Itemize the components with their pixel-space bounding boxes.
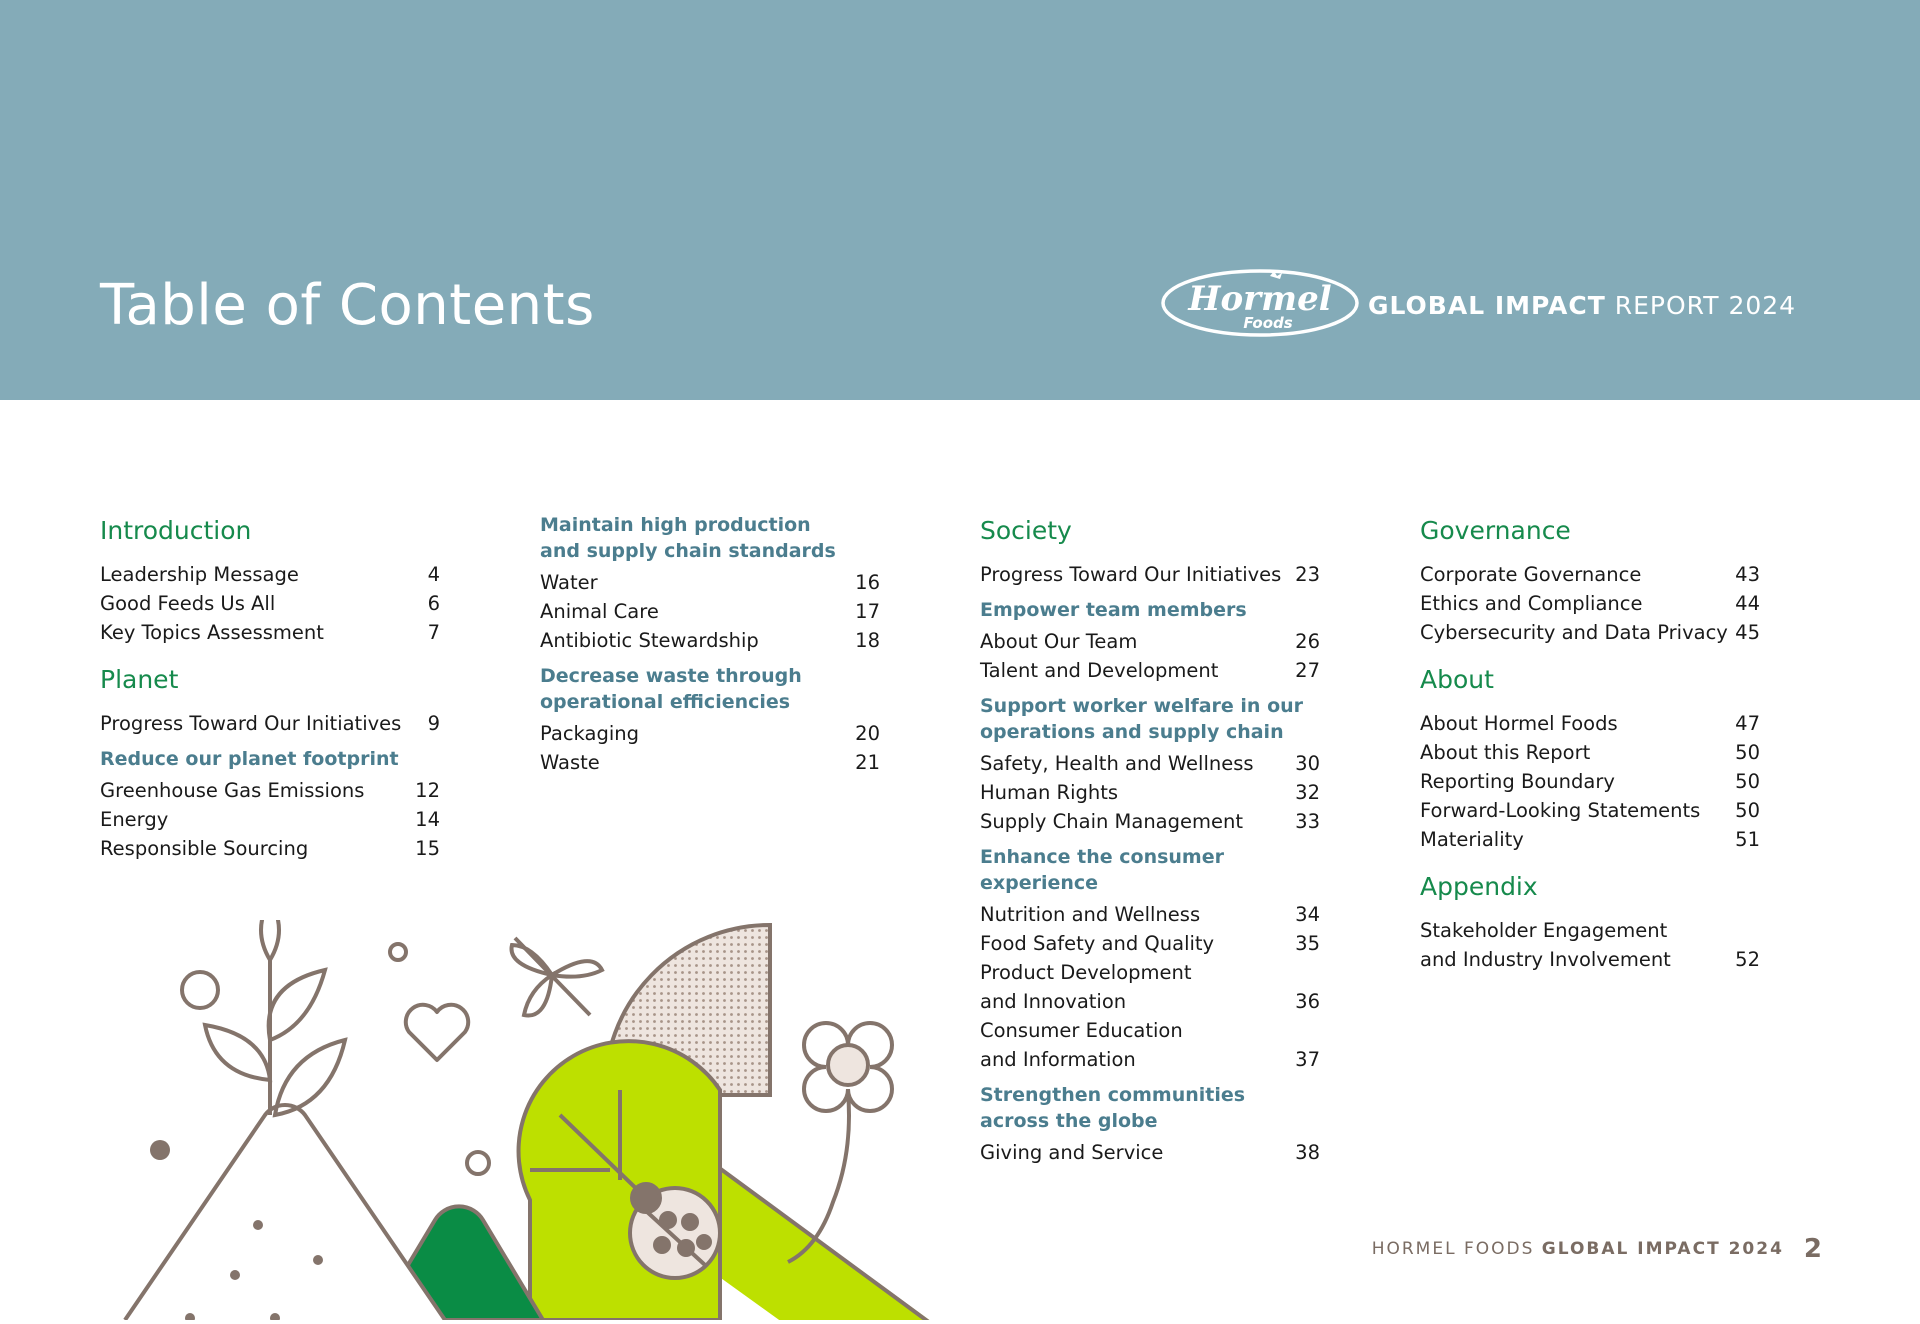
toc-entry-page: 12: [415, 779, 440, 802]
toc-entry[interactable]: [980, 900, 1320, 929]
circle-decoration: [467, 1152, 489, 1174]
toc-entry-label: About Hormel Foods: [1420, 712, 1618, 735]
page-footer: [1372, 1232, 1822, 1266]
lime-leaf-shape: [519, 1041, 720, 1320]
toc-entry-page: 32: [1295, 781, 1320, 804]
toc-entry[interactable]: [980, 1016, 1320, 1074]
toc-entry[interactable]: [100, 589, 440, 618]
subhead-empower-team: Empower team members: [980, 599, 1247, 621]
toc-entry-label: Consumer Education and Information: [980, 1019, 1183, 1071]
toc-entry-label: Good Feeds Us All: [100, 592, 276, 615]
toc-entry-page: 15: [415, 837, 440, 860]
subhead-line: Decrease waste through: [540, 665, 802, 687]
toc-entry-label: Talent and Development: [980, 659, 1219, 682]
report-title-light: REPORT 2024: [1614, 291, 1797, 320]
toc-entry[interactable]: [100, 834, 440, 863]
footer-report-name: [1372, 1239, 1784, 1259]
toc-entry-label: Product Development and Innovation: [980, 961, 1192, 1013]
toc-entry-page: 18: [855, 629, 880, 652]
toc-entry[interactable]: [540, 597, 880, 626]
dragonfly-icon: [512, 938, 603, 1016]
toc-entry[interactable]: [100, 618, 440, 647]
toc-entry-label: Waste: [540, 751, 600, 774]
flower-icon: [788, 1023, 892, 1262]
toc-entry[interactable]: [540, 719, 880, 748]
toc-entry-page: 6: [427, 592, 440, 615]
toc-entry-page: 36: [1295, 990, 1320, 1013]
toc-entry[interactable]: [980, 656, 1320, 685]
toc-entry-label: Reporting Boundary: [1420, 770, 1615, 793]
toc-entry-label: Packaging: [540, 722, 639, 745]
toc-entry-page: 21: [855, 751, 880, 774]
circle-decoration: [390, 944, 406, 960]
toc-entry[interactable]: [540, 568, 880, 597]
toc-entry-label: About Our Team: [980, 630, 1138, 653]
toc-entry-label: Responsible Sourcing: [100, 837, 309, 860]
toc-column-3: [980, 512, 1320, 1167]
subhead-reduce-footprint: Reduce our planet footprint: [100, 748, 399, 770]
toc-entry-label: Human Rights: [980, 781, 1119, 804]
subhead-strengthen-communities: [980, 1082, 1320, 1134]
section-about: About: [1420, 665, 1494, 694]
subhead-line: operational efficiencies: [540, 691, 791, 713]
toc-entry-page: 52: [1735, 948, 1760, 971]
toc-entry-page: 35: [1295, 932, 1320, 955]
subhead-consumer-experience: Enhance the consumer experience: [980, 846, 1224, 894]
toc-entry[interactable]: [1420, 796, 1760, 825]
toc-entry-label: Leadership Message: [100, 563, 299, 586]
toc-column-4: [1420, 512, 1760, 974]
toc-entry-label: Nutrition and Wellness: [980, 903, 1201, 926]
circle-decoration: [150, 1140, 170, 1160]
toc-entry[interactable]: [980, 560, 1320, 589]
toc-entry-label: Ethics and Compliance: [1420, 592, 1643, 615]
toc-entry-page: 4: [427, 563, 440, 586]
toc-entry-page: 44: [1735, 592, 1760, 615]
heart-icon: [406, 1005, 468, 1060]
toc-entry-page: 17: [855, 600, 880, 623]
toc-entry-label: Stakeholder Engagement and Industry Involvement: [1420, 919, 1671, 971]
toc-entry[interactable]: [980, 749, 1320, 778]
page-number: 2: [1803, 1234, 1822, 1264]
toc-entry-page: 23: [1295, 563, 1320, 586]
toc-entry-label: Animal Care: [540, 600, 659, 623]
toc-entry-page: 30: [1295, 752, 1320, 775]
sprout-icon: [205, 920, 345, 1115]
report-title: [1368, 288, 1796, 324]
toc-entry-label: Food Safety and Quality: [980, 932, 1215, 955]
logo-wordmark: Hormel: [1188, 279, 1332, 319]
footer-bold: GLOBAL IMPACT 2024: [1541, 1239, 1784, 1259]
toc-entry[interactable]: [980, 1138, 1320, 1167]
toc-entry-page: 26: [1295, 630, 1320, 653]
toc-entry-page: 20: [855, 722, 880, 745]
page-title: Table of Contents: [100, 273, 595, 338]
logo-subword: Foods: [1243, 314, 1293, 332]
toc-entry-page: 34: [1295, 903, 1320, 926]
subhead-line: operations and supply chain: [980, 721, 1284, 743]
toc-entry-label: Progress Toward Our Initiatives: [100, 712, 402, 735]
toc-entry-page: 50: [1735, 741, 1760, 764]
toc-entry-page: 47: [1735, 712, 1760, 735]
toc-entry-page: 51: [1735, 828, 1760, 851]
hormel-foods-logo: [1160, 268, 1360, 338]
toc-column-2: [540, 512, 880, 777]
toc-column-1: [100, 512, 440, 863]
toc-entry[interactable]: [540, 626, 880, 655]
toc-entry-label: Antibiotic Stewardship: [540, 629, 759, 652]
toc-entry[interactable]: [980, 807, 1320, 836]
subhead-line: Strengthen communities: [980, 1084, 1246, 1106]
toc-entry-label: Forward-Looking Statements: [1420, 799, 1701, 822]
toc-entry-label: Cybersecurity and Data Privacy: [1420, 621, 1728, 644]
subhead-line: Support worker welfare in our: [980, 695, 1304, 717]
report-title-bold: GLOBAL IMPACT: [1368, 291, 1606, 320]
toc-entry-page: 27: [1295, 659, 1320, 682]
toc-entry-page: 38: [1295, 1141, 1320, 1164]
toc-entry[interactable]: [980, 778, 1320, 807]
circle-decoration: [182, 972, 218, 1008]
toc-entry-page: 50: [1735, 799, 1760, 822]
toc-entry[interactable]: [980, 958, 1320, 1016]
toc-entry-page: 43: [1735, 563, 1760, 586]
toc-entry[interactable]: [100, 560, 440, 589]
section-introduction: Introduction: [100, 516, 252, 545]
section-planet: Planet: [100, 665, 179, 694]
subhead-line: Maintain high production: [540, 514, 811, 536]
toc-entry-page: 7: [427, 621, 440, 644]
toc-entry[interactable]: [980, 627, 1320, 656]
section-appendix: Appendix: [1420, 872, 1538, 901]
toc-entry-label: Supply Chain Management: [980, 810, 1244, 833]
toc-entry-label: Progress Toward Our Initiatives: [980, 563, 1282, 586]
toc-entry[interactable]: [1420, 738, 1760, 767]
toc-entry[interactable]: [1420, 825, 1760, 854]
toc-entry-label: Corporate Governance: [1420, 563, 1642, 586]
toc-entry-page: 45: [1735, 621, 1760, 644]
toc-entry[interactable]: [100, 805, 440, 834]
toc-entry-label: Water: [540, 571, 598, 594]
toc-entry-page: 37: [1295, 1048, 1320, 1071]
toc-entry-page: 50: [1735, 770, 1760, 793]
subhead-line: and supply chain standards: [540, 540, 836, 562]
nature-illustration: [0, 920, 1000, 1320]
subhead-line: across the globe: [980, 1110, 1158, 1132]
toc-entry-page: 14: [415, 808, 440, 831]
toc-entry[interactable]: [540, 748, 880, 777]
header-band: [0, 0, 1920, 400]
subhead-decrease-waste: [540, 663, 880, 715]
toc-entry-label: About this Report: [1420, 741, 1591, 764]
section-governance: Governance: [1420, 516, 1571, 545]
toc-entry-label: Energy: [100, 808, 169, 831]
toc-entry-page: 9: [427, 712, 440, 735]
toc-entry[interactable]: [1420, 618, 1760, 647]
toc-entry-label: Key Topics Assessment: [100, 621, 324, 644]
toc-entry[interactable]: [1420, 589, 1760, 618]
toc-entry[interactable]: [1420, 916, 1760, 974]
toc-entry[interactable]: [980, 929, 1320, 958]
toc-entry-label: Safety, Health and Wellness: [980, 752, 1254, 775]
mountain-shape: [125, 1105, 445, 1320]
section-society: Society: [980, 516, 1072, 545]
toc-entry-page: 33: [1295, 810, 1320, 833]
toc-entry-label: Greenhouse Gas Emissions: [100, 779, 365, 802]
toc-entry[interactable]: [1420, 767, 1760, 796]
toc-entry[interactable]: [100, 776, 440, 805]
toc-entry[interactable]: [100, 709, 440, 738]
toc-entry[interactable]: [1420, 709, 1760, 738]
subhead-production-standards: [540, 512, 880, 564]
toc-entry-label: Giving and Service: [980, 1141, 1164, 1164]
footer-light: HORMEL FOODS: [1371, 1239, 1535, 1259]
toc-entry-label: Materiality: [1420, 828, 1524, 851]
toc-entry[interactable]: [1420, 560, 1760, 589]
subhead-worker-welfare: [980, 693, 1320, 745]
toc-entry-page: 16: [855, 571, 880, 594]
